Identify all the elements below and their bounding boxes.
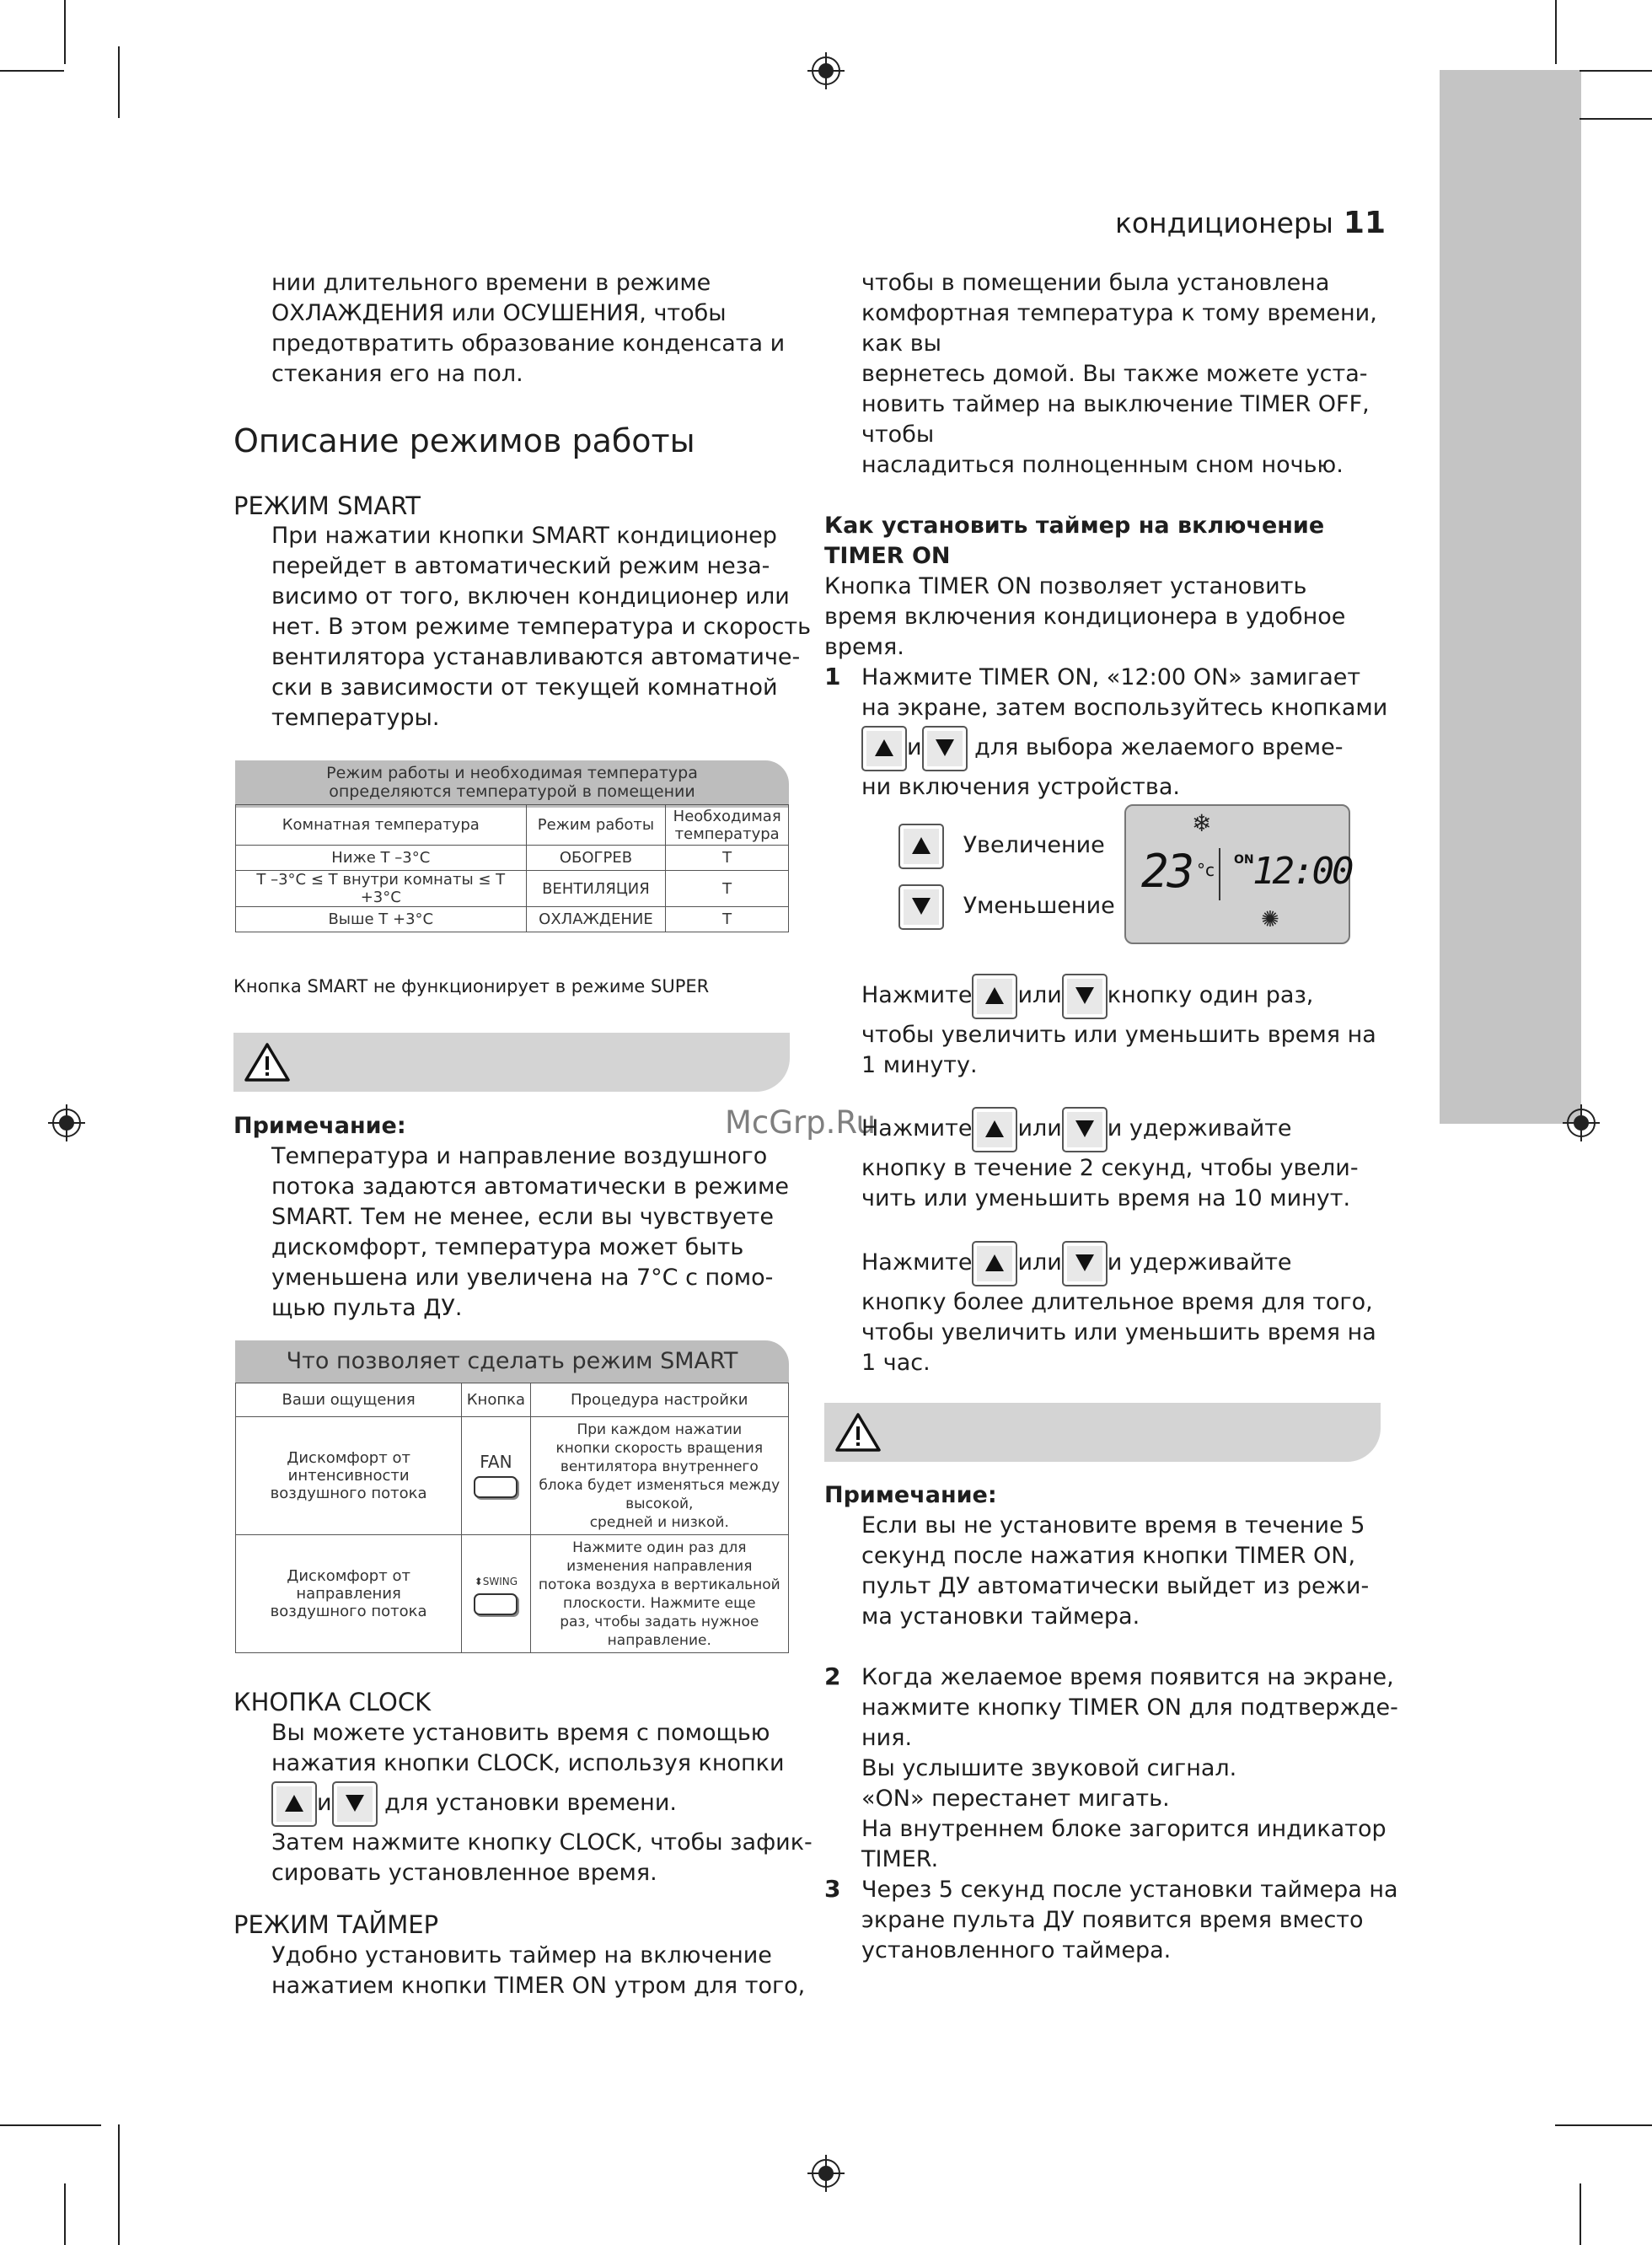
swing-label: ⬍SWING — [474, 1575, 518, 1587]
page-header — [1115, 206, 1386, 240]
text-line: Дискомфорт от — [287, 1449, 410, 1467]
text-line: чтобы в помещении была установлена — [861, 270, 1330, 296]
down-button — [922, 726, 968, 771]
up-button — [972, 1241, 1017, 1286]
table-cell: ОБОГРЕВ — [526, 846, 666, 871]
text-line: чтобы увеличить или уменьшить время на — [861, 1022, 1376, 1048]
text-line: вентилятора устанавливаются автоматиче- — [271, 644, 801, 670]
text-line: уменьшена или увеличена на 7°C с помо- — [271, 1265, 774, 1291]
table-row — [236, 1417, 789, 1535]
text-line: чтобы — [861, 422, 935, 448]
registration-mark-icon — [807, 2155, 845, 2192]
text-line: Кнопка TIMER ON позволяет установить — [824, 573, 1307, 599]
text-line: направления — [296, 1585, 401, 1603]
text-line: блока будет изменяться между — [539, 1476, 780, 1494]
text-line: Температура и направление воздушного — [271, 1143, 768, 1169]
text-line: Режим работы и необходимая температура — [326, 764, 698, 782]
text-line: пульт ДУ автоматически выйдет из режи- — [861, 1573, 1370, 1599]
down-button — [1062, 1107, 1108, 1152]
text-line: ни включения устройства. — [861, 774, 1180, 800]
timer-text — [271, 1941, 805, 2001]
text-line: «ON» перестанет мигать. — [861, 1786, 1170, 1812]
triangle-down-icon — [345, 1794, 365, 1813]
clock-button-line — [271, 1779, 813, 1828]
text-line: нажмите кнопку TIMER ON для подтвержде- — [861, 1694, 1398, 1721]
or-word: или — [1017, 1115, 1062, 1141]
column-header: Режим работы — [526, 805, 666, 846]
text-line: вентилятора внутреннего — [560, 1458, 759, 1475]
or-word: или — [1017, 982, 1062, 1008]
text-line: высокой, — [625, 1495, 694, 1512]
text-line: раз, чтобы задать нужное — [560, 1613, 759, 1630]
down-button — [1062, 1241, 1108, 1286]
text-line: ния. — [861, 1725, 913, 1751]
text-line: потока задаются автоматически в режиме — [271, 1174, 789, 1200]
up-button — [972, 1107, 1017, 1152]
text-line: направление. — [607, 1631, 711, 1649]
and-word: и — [317, 1790, 332, 1816]
table-row — [236, 1535, 789, 1653]
text-line: ски в зависимости от текущей комнатной — [271, 674, 778, 701]
text-inline: для установки времени. — [384, 1790, 677, 1816]
header-title: кондиционеры — [1114, 207, 1333, 239]
triangle-down-icon — [1075, 1254, 1095, 1272]
step1-text — [861, 663, 1387, 803]
text-line: щью пульта ДУ. — [271, 1295, 463, 1321]
text-line: Через 5 секунд после установки таймера на — [861, 1877, 1398, 1903]
triangle-up-icon — [911, 836, 931, 855]
triangle-up-icon — [984, 1120, 1005, 1138]
press-line — [861, 1104, 1359, 1153]
text-line: TIMER ON — [824, 543, 951, 569]
text-line: Нажмите TIMER ON, «12:00 ON» замигает — [861, 664, 1361, 690]
text-line: При каждом нажатии — [577, 1421, 743, 1438]
triangle-up-icon — [984, 1254, 1005, 1272]
text-line: предотвратить образование конденсата и — [271, 330, 786, 357]
swing-label-text: SWING — [482, 1575, 518, 1587]
or-word: или — [1017, 1249, 1062, 1276]
text-line: нет. В этом режиме температура и скорость — [271, 614, 812, 640]
table-cell — [236, 1535, 462, 1653]
increase-legend — [898, 823, 1105, 868]
text-line: на экране, затем воспользуйтесь кнопками — [861, 695, 1388, 721]
timer-title: РЕЖИМ ТАЙМЕР — [233, 1910, 439, 1939]
text-line: плоскости. Нажмите еще — [562, 1594, 756, 1612]
note-bar — [824, 1403, 1381, 1462]
text-line: висимо от того, включен кондиционер или — [271, 583, 790, 610]
step2-text — [861, 1662, 1398, 1875]
text-line: нии длительного времени в режиме — [271, 270, 711, 296]
text-line: 1 час. — [861, 1350, 931, 1376]
text-line: потока воздуха в вертикальной — [538, 1576, 780, 1593]
display-divider — [1219, 848, 1220, 900]
text-line: воздушного потока — [270, 1603, 427, 1620]
text-line: кнопку более длительное время для того, — [861, 1289, 1373, 1315]
step-number: 2 — [824, 1662, 841, 1690]
triangle-down-icon — [1075, 986, 1095, 1005]
table-row — [236, 846, 789, 871]
smart-mode-title: РЕЖИМ SMART — [233, 491, 421, 520]
registration-mark-icon — [807, 52, 845, 89]
down-button — [332, 1781, 378, 1827]
table-cell: Ниже T –3°C — [236, 846, 527, 871]
smart-mode-text — [271, 521, 811, 733]
display-temperature: 23 — [1141, 845, 1193, 898]
text-line: новить таймер на выключение TIMER OFF, — [861, 391, 1370, 417]
note-label: Примечание: — [233, 1113, 406, 1139]
table-cell: T — [666, 846, 789, 871]
press-once-block — [861, 971, 1376, 1081]
mode-table — [235, 804, 789, 932]
text-line: вернетесь домой. Вы также можете уста- — [861, 361, 1368, 387]
press-hold-long-block — [861, 1238, 1376, 1378]
text-line: Затем нажмите кнопку CLOCK, чтобы зафик- — [271, 1829, 813, 1856]
table-cell: T — [666, 907, 789, 932]
text-line: ОХЛАЖДЕНИЯ или ОСУШЕНИЯ, чтобы — [271, 300, 727, 326]
text-line: TIMER. — [861, 1846, 939, 1872]
text-line: 1 минуту. — [861, 1052, 978, 1078]
snowflake-icon: ❄ — [1192, 809, 1212, 837]
table-row — [236, 907, 789, 932]
text-line: установленного таймера. — [861, 1937, 1172, 1963]
text-line: интенсивности — [287, 1467, 410, 1485]
text-inline: для выбора желаемого време- — [974, 734, 1344, 760]
step3-text — [861, 1875, 1398, 1966]
display-time: 12:00 — [1252, 850, 1352, 893]
text-line: Удобно установить таймер на включение — [271, 1942, 772, 1968]
column-header: Кнопка — [462, 1383, 530, 1417]
timer-on-heading — [824, 511, 1324, 572]
up-button — [271, 1781, 317, 1827]
table-cell — [462, 1535, 530, 1653]
registration-mark-icon — [48, 1104, 85, 1141]
timer-on-desc — [824, 572, 1345, 663]
step-number: 3 — [824, 1875, 841, 1903]
column-header: Ваши ощущения — [236, 1383, 462, 1417]
increase-label: Увеличение — [963, 832, 1105, 858]
press-word: Нажмите — [861, 982, 973, 1008]
text-line: ма установки таймера. — [861, 1603, 1140, 1630]
remote-display — [1124, 804, 1350, 944]
display-on: ON — [1234, 853, 1254, 867]
text-line: кнопку в течение 2 секунд, чтобы увели- — [861, 1155, 1359, 1181]
press-word: Нажмите — [861, 1249, 973, 1276]
press-line — [861, 971, 1376, 1020]
text-line: изменения направления — [566, 1557, 753, 1575]
column-header: Комнатная температура — [236, 805, 527, 846]
up-button — [898, 824, 944, 869]
triangle-down-icon — [911, 897, 931, 916]
text-line: время. — [824, 634, 904, 660]
triangle-up-icon — [984, 986, 1005, 1005]
text-inline: и удерживайте — [1107, 1115, 1292, 1141]
clock-text — [271, 1718, 813, 1888]
down-button — [898, 884, 944, 930]
up-button — [972, 974, 1017, 1019]
warning-icon — [244, 1042, 291, 1082]
step-number: 1 — [824, 663, 841, 690]
text-line: время включения кондиционера в удобное — [824, 604, 1346, 630]
text-line: При нажатии кнопки SMART кондиционер — [271, 523, 777, 549]
smart-table-title: Что позволяет сделать режим SMART — [235, 1340, 789, 1383]
fan-label: FAN — [480, 1452, 512, 1472]
text-line: нажатием кнопки TIMER ON утром для того, — [271, 1973, 806, 1999]
right-intro — [861, 268, 1377, 481]
table-cell — [462, 1417, 530, 1535]
triangle-up-icon — [284, 1794, 304, 1813]
text-inline: кнопку один раз, — [1107, 982, 1314, 1008]
text-line: Если вы не установите время в течение 5 — [861, 1512, 1365, 1539]
text-line: как вы — [861, 330, 941, 357]
table-row — [236, 871, 789, 907]
text-line: температуры. — [271, 705, 440, 731]
step1-button-line — [861, 723, 1387, 772]
text-line: дискомфорт, температура может быть — [271, 1234, 744, 1260]
table-cell: ВЕНТИЛЯЦИЯ — [526, 871, 666, 907]
text-line: Как установить таймер на включение — [824, 513, 1325, 539]
left-intro — [271, 268, 785, 389]
up-button — [861, 726, 907, 771]
triangle-up-icon — [874, 738, 894, 757]
text-line: насладиться полноценным сном ночью. — [861, 452, 1344, 478]
column-header: Процедура настройки — [530, 1383, 788, 1417]
decrease-label: Уменьшение — [963, 893, 1115, 919]
text-line: На внутреннем блоке загорится индикатор — [861, 1816, 1386, 1842]
text-line: средней и низкой. — [589, 1513, 729, 1531]
text-line: сировать установленное время. — [271, 1860, 657, 1886]
page-number: 11 — [1343, 206, 1386, 240]
text-line: Вы услышите звуковой сигнал. — [861, 1755, 1237, 1781]
smart-super-note: Кнопка SMART не функционирует в режиме SUPER — [233, 976, 710, 996]
section-title: Описание режимов работы — [233, 422, 695, 459]
text-line: чтобы увеличить или уменьшить время на — [861, 1319, 1376, 1345]
text-line: секунд после нажатия кнопки TIMER ON, — [861, 1543, 1356, 1569]
text-line: экране пульта ДУ появится время вместо — [861, 1907, 1364, 1933]
side-tab-bar — [1440, 70, 1581, 1124]
text-line: перейдет в автоматический режим неза- — [271, 553, 770, 579]
text-line: Нажмите один раз для — [572, 1539, 747, 1556]
table-cell: T –3°C ≤ T внутри комнаты ≤ T +3°C — [236, 871, 527, 907]
text-line: стекания его на пол. — [271, 361, 523, 387]
text-line: Когда желаемое время появится на экране, — [861, 1664, 1394, 1690]
note-text — [271, 1141, 789, 1324]
text-line: определяются температурой в помещении — [329, 782, 695, 801]
text-line: нажатия кнопки CLOCK, используя кнопки — [271, 1750, 785, 1776]
fan-icon: ✺ — [1261, 907, 1279, 932]
note-bar — [233, 1033, 790, 1092]
and-word: и — [907, 734, 922, 760]
decrease-legend — [898, 883, 1115, 929]
display-unit: °c — [1197, 860, 1215, 880]
table-cell — [236, 1417, 462, 1535]
text-line: комфортная температура к тому времени, — [861, 300, 1377, 326]
smart-table — [235, 1383, 789, 1653]
watermark: McGrp.Ru — [725, 1104, 876, 1141]
column-header: Необходимая температура — [666, 805, 789, 846]
text-line: чить или уменьшить время на 10 минут. — [861, 1185, 1351, 1211]
press-word: Нажмите — [861, 1115, 973, 1141]
text-line: кнопки скорость вращения — [555, 1439, 764, 1457]
table-cell — [530, 1535, 788, 1653]
table-cell: T — [666, 871, 789, 907]
registration-mark-icon — [1563, 1104, 1600, 1141]
table-cell: Выше T +3°C — [236, 907, 527, 932]
mode-table-header — [235, 760, 789, 808]
press-hold-2s-block — [861, 1104, 1359, 1214]
triangle-down-icon — [1075, 1120, 1095, 1138]
fan-button-icon — [474, 1476, 518, 1498]
table-cell — [530, 1417, 788, 1535]
swing-button-icon — [474, 1593, 518, 1615]
text-line: воздушного потока — [270, 1485, 427, 1502]
text-line: Дискомфорт от — [287, 1567, 410, 1585]
down-button — [1062, 974, 1108, 1019]
press-line — [861, 1238, 1376, 1287]
text-line: Вы можете установить время с помощью — [271, 1720, 770, 1746]
table-cell: ОХЛАЖДЕНИЕ — [526, 907, 666, 932]
text-inline: и удерживайте — [1107, 1249, 1292, 1276]
warning-icon — [834, 1412, 882, 1453]
triangle-down-icon — [935, 738, 955, 757]
note-label: Примечание: — [824, 1482, 997, 1508]
clock-title: КНОПКА CLOCK — [233, 1688, 432, 1716]
text-line: SMART. Тем не менее, если вы чувствуете — [271, 1204, 774, 1230]
note-text — [861, 1511, 1369, 1632]
